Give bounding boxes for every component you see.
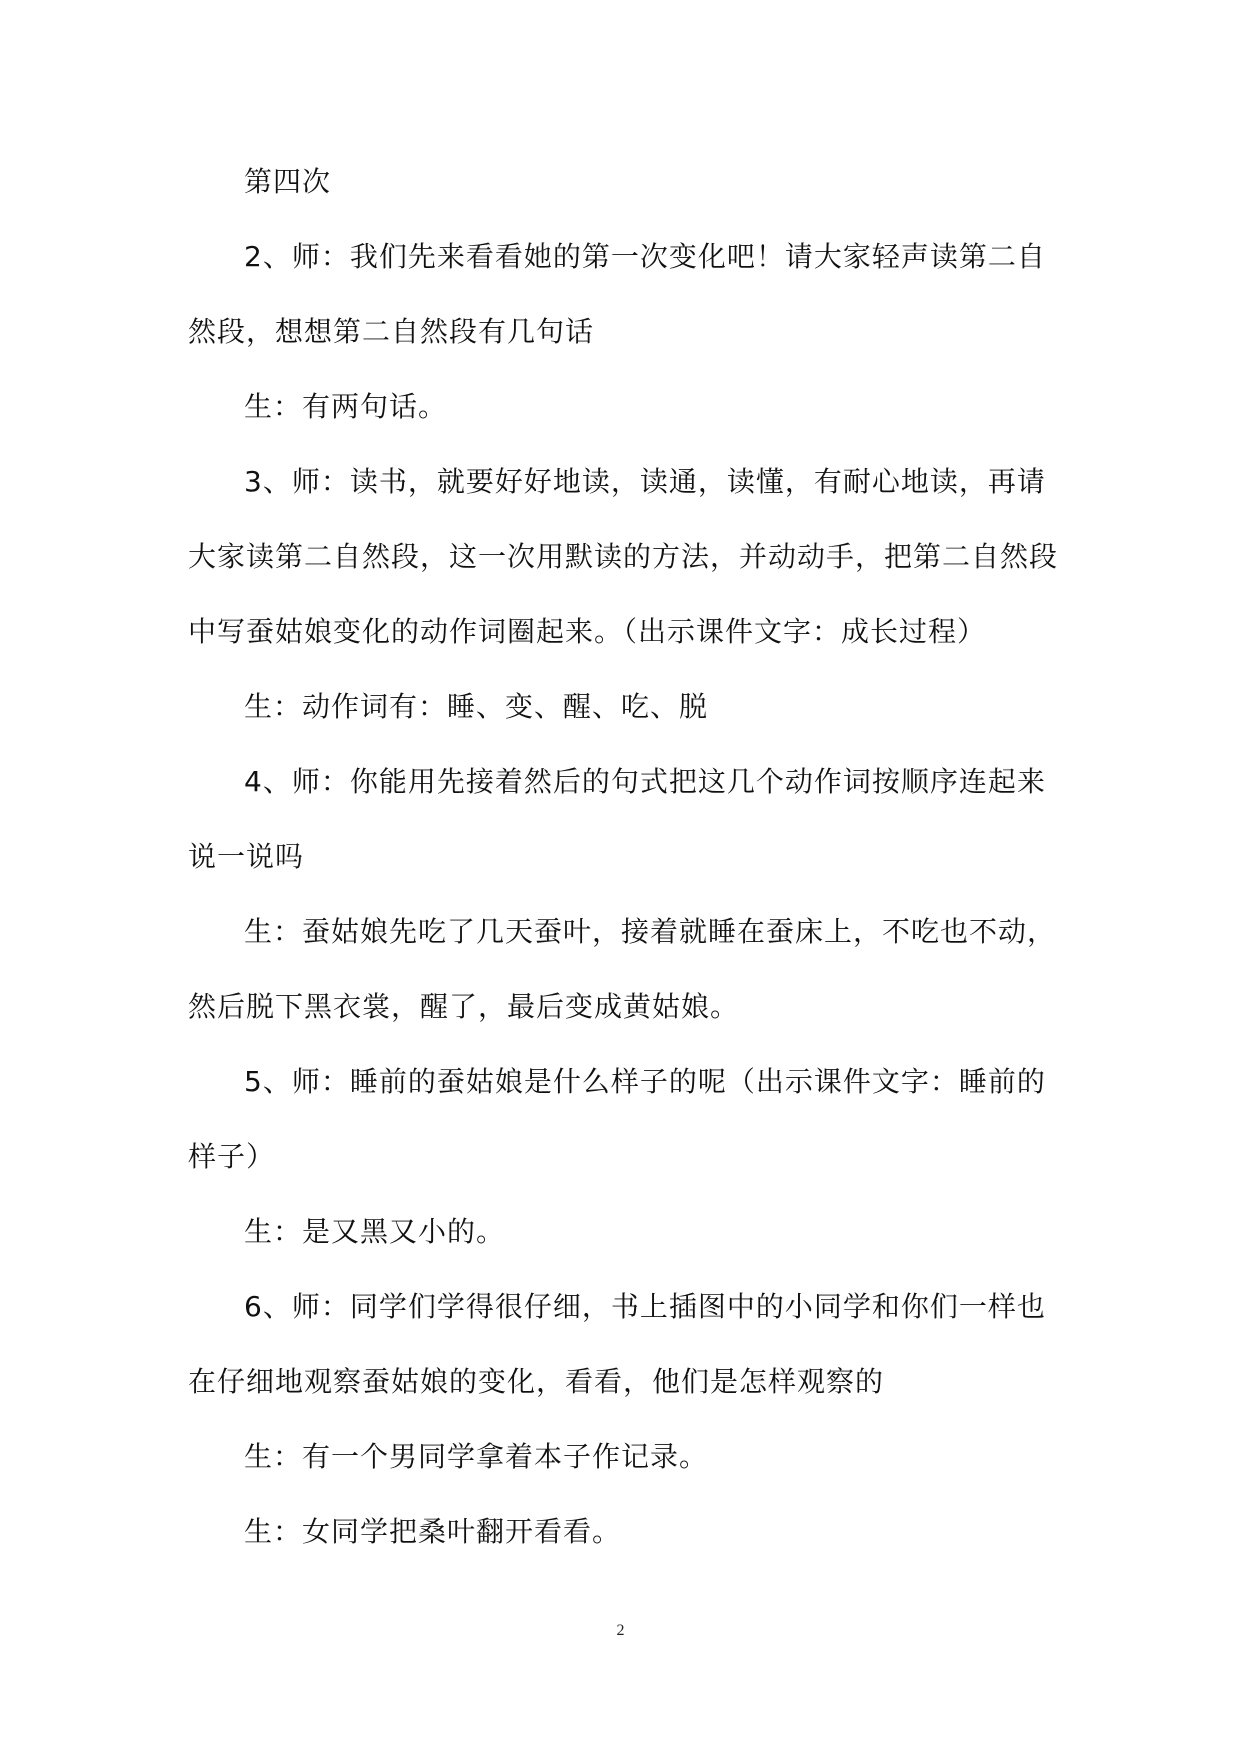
paragraph: 生：女同学把桑叶翻开看看。 [244,1515,622,1548]
paragraph: 生：动作词有：睡、变、醒、吃、脱 [244,690,709,723]
paragraph: 生：有两句话。 [244,390,448,423]
paragraph: 2、师：我们先来看看她的第一次变化吧！请大家轻声读第二自然段，想想第二自然段有几句话 [188,240,1046,348]
paragraph: 生：有一个男同学拿着本子作记录。 [244,1440,709,1473]
paragraph: 5、师：睡前的蚕姑娘是什么样子的呢（出示课件文字：睡前的样子） [188,1065,1046,1173]
page-number: 2 [616,1622,625,1639]
paragraph: 6、师：同学们学得很仔细，书上插图中的小同学和你们一样也在仔细地观察蚕姑娘的变化，看看，他们是怎样观察的 [188,1290,1046,1398]
document-body [188,144,1063,1569]
paragraph: 第四次 [244,165,332,198]
paragraph: 3、师：读书，就要好好地读，读通，读懂，有耐心地读，再请大家读第二自然段，这一次用默读的方法，并动动手，把第二自然段中写蚕姑娘变化的动作词圈起来。（出示课件文字：成长过程） [188,465,1059,648]
paragraph: 生：蚕姑娘先吃了几天蚕叶，接着就睡在蚕床上，不吃也不动，然后脱下黑衣裳，醒了，最后变成黄姑娘。 [188,915,1057,1023]
paragraph: 生：是又黑又小的。 [244,1215,506,1248]
paragraph: 4、师：你能用先接着然后的句式把这几个动作词按顺序连起来说一说吗 [188,765,1046,873]
